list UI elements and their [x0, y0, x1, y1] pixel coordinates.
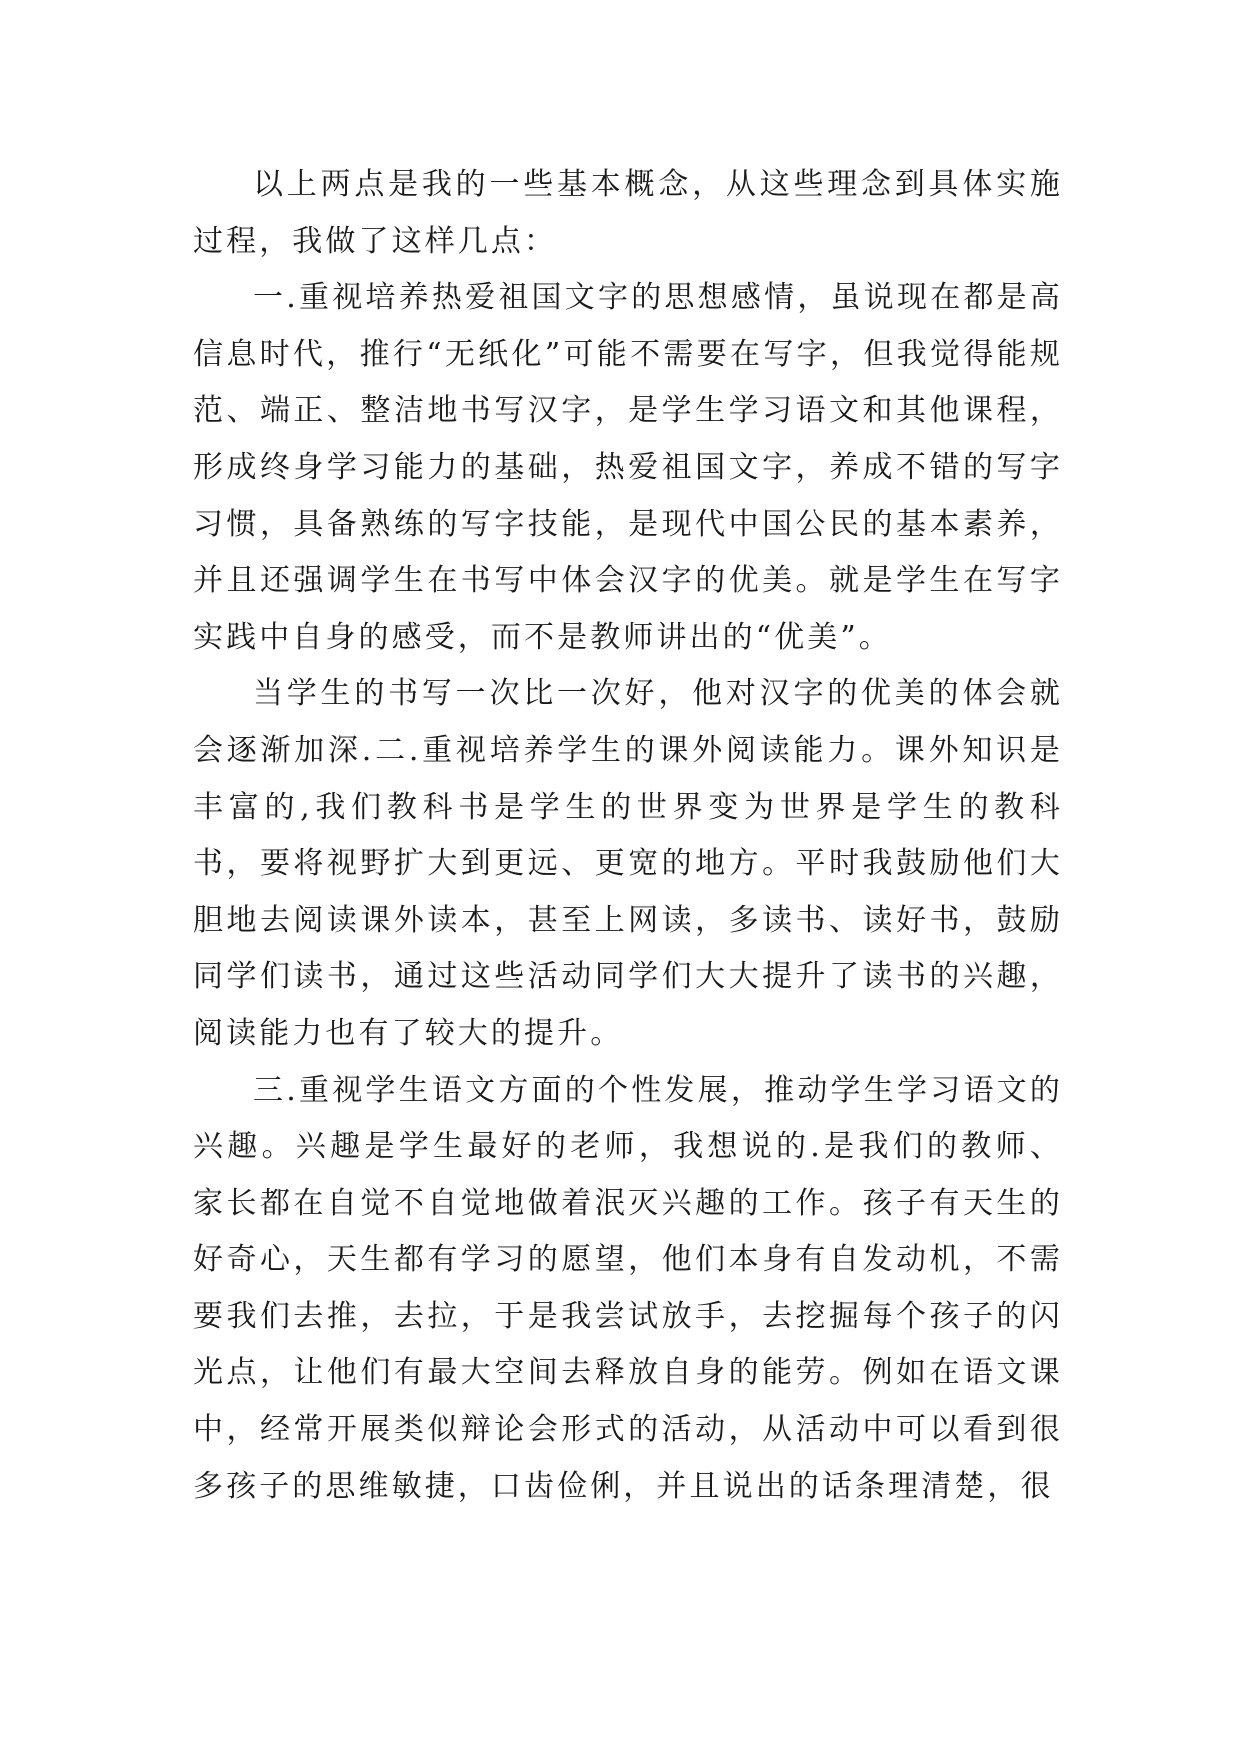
paragraph-4: 三.重视学生语文方面的个性发展，推动学生学习语文的兴趣。兴趣是学生最好的老师，我想说的.是我们的教师、家长都在自觉不自觉地做着泯灭兴趣的工作。孩子有天生的好奇心，天生都有学习的愿望，他们本身有自发动机，不需要我们去推，去拉，于是我尝试放手，去挖掘每个孩子的闪光点，让他们有最大空间去释放自身的能劳。例如在语文课中，经常开展类似辩论会形式的活动，从活动中可以看到很多孩子的思维敏捷，口齿俭俐，并且说出的话条理清楚，很 — [193, 1072, 1063, 1504]
paragraph-1: 以上两点是我的一些基本概念，从这些理念到具体实施过程，我做了这样几点： — [193, 167, 1063, 259]
body-text — [193, 157, 1063, 1515]
paragraph-3: 当学生的书写一次比一次好，他对汉字的优美的体会就会逐渐加深.二.重视培养学生的课外阅读能力。课外知识是丰富的,我们教科书是学生的世界变为世界是学生的教科书，要将视野扩大到更远、更宽的地方。平时我鼓励他们大胆地去阅读课外读本，甚至上网读，多读书、读好书，鼓励同学们读书，通过这些活动同学们大大提升了读书的兴趣，阅读能力也有了较大的提升。 — [193, 676, 1063, 1051]
paragraph-2: 一.重视培养热爱祖国文字的思想感情，虽说现在都是高信息时代，推行“无纸化”可能不需要在写字，但我觉得能规范、端正、整洁地书写汉字，是学生学习语文和其他课程，形成终身学习能力的基础，热爱祖国文字，养成不错的写字习惯，具备熟练的写字技能，是现代中国公民的基本素养，并且还强调学生在书写中体会汉字的优美。就是学生在写字实践中自身的感受，而不是教师讲出的“优美”。 — [193, 280, 1063, 655]
